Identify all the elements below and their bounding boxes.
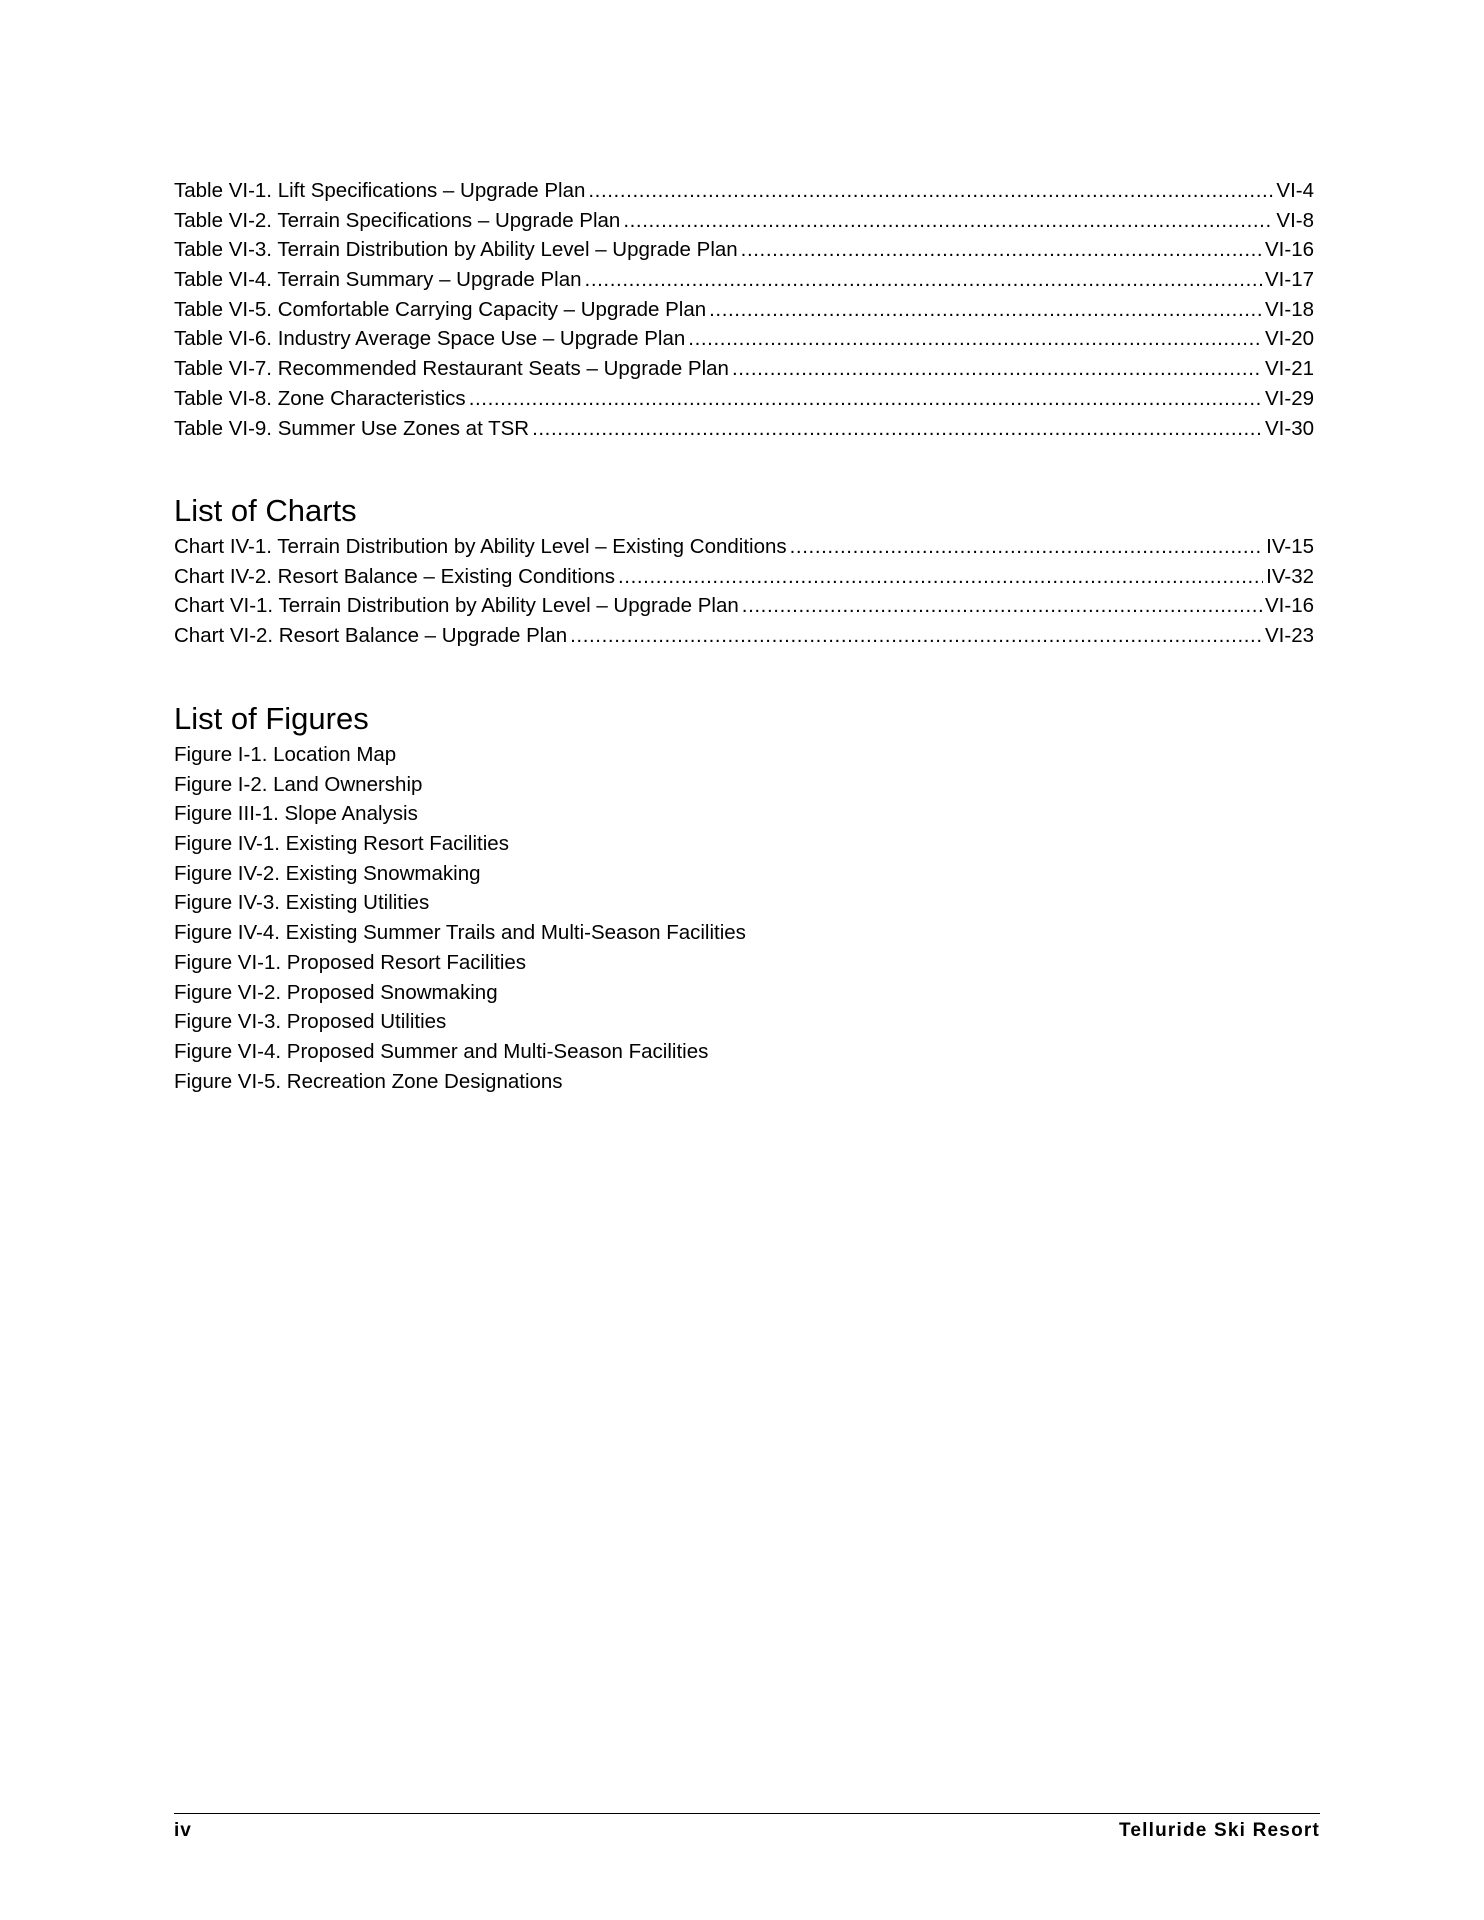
chart-entry-page: IV-15: [1266, 535, 1314, 558]
table-entry-page: VI-30: [1265, 416, 1314, 440]
table-entry-title: Table VI-6. Industry Average Space Use – Upgrade Plan: [174, 327, 686, 351]
figure-entry: Figure III-1. Slope Analysis: [174, 802, 418, 826]
table-entry-page: VI-17: [1265, 268, 1314, 292]
table-entry-page: VI-8: [1276, 208, 1314, 232]
dot-leader: [570, 621, 1262, 651]
figure-entry: Figure IV-1. Existing Resort Facilities: [174, 832, 509, 856]
dot-leader: [732, 354, 1262, 384]
chart-entry-title: Chart IV-1. Terrain Distribution by Ability Level – Existing Conditions: [174, 535, 787, 558]
table-entry-title: Table VI-1. Lift Specifications – Upgrade Plan: [174, 179, 586, 202]
figure-entry: Figure VI-5. Recreation Zone Designations: [174, 1069, 563, 1093]
table-entry-title: Table VI-2. Terrain Specifications – Upgrade Plan: [174, 208, 621, 232]
chart-entry: [174, 532, 1314, 562]
figure-entry: Figure VI-3. Proposed Utilities: [174, 1010, 447, 1034]
chart-entry: [174, 591, 1314, 621]
figure-entry: Figure I-1. Location Map: [174, 743, 397, 766]
table-entry-title: Table VI-8. Zone Characteristics: [174, 386, 466, 410]
dot-leader: [688, 324, 1262, 354]
table-entry: [174, 265, 1314, 295]
table-list: [174, 176, 1314, 443]
dot-leader: [618, 562, 1263, 592]
table-entry-page: VI-20: [1265, 327, 1314, 351]
table-entry-page: VI-4: [1276, 179, 1314, 202]
chart-entry-title: Chart IV-2. Resort Balance – Existing Conditions: [174, 564, 615, 588]
table-entry: [174, 206, 1314, 236]
figure-list: [174, 740, 1314, 1096]
table-entry-page: VI-21: [1265, 357, 1314, 381]
chart-entry-page: VI-23: [1265, 624, 1314, 648]
dot-leader: [741, 235, 1262, 265]
table-entry: [174, 235, 1314, 265]
chart-entry: [174, 621, 1314, 651]
table-entry-title: Table VI-9. Summer Use Zones at TSR: [174, 416, 530, 440]
chart-entry-title: Chart VI-1. Terrain Distribution by Ability Level – Upgrade Plan: [174, 594, 739, 618]
footer-divider: [174, 1813, 1320, 1814]
chart-entry-page: VI-16: [1265, 594, 1314, 618]
list-of-figures-heading: List of Figures: [174, 701, 369, 736]
dot-leader: [469, 384, 1262, 414]
dot-leader: [585, 265, 1262, 295]
dot-leader: [742, 591, 1262, 621]
dot-leader: [588, 176, 1273, 206]
table-entry-title: Table VI-3. Terrain Distribution by Ability Level – Upgrade Plan: [174, 238, 738, 262]
list-of-charts-heading: List of Charts: [174, 493, 357, 528]
table-entry-page: VI-16: [1265, 238, 1314, 262]
dot-leader: [709, 295, 1262, 325]
dot-leader: [623, 206, 1273, 236]
table-entry-title: Table VI-4. Terrain Summary – Upgrade Plan: [174, 268, 582, 292]
table-entry-page: VI-29: [1265, 386, 1314, 410]
figure-entry: Figure IV-4. Existing Summer Trails and Multi-Season Facilities: [174, 921, 746, 945]
document-page: [174, 0, 1320, 1920]
footer-page-number: iv: [174, 1820, 192, 1841]
table-entry: [174, 414, 1314, 444]
table-entry: [174, 354, 1314, 384]
table-entry: [174, 295, 1314, 325]
dot-leader: [532, 414, 1262, 444]
figure-entry: Figure VI-1. Proposed Resort Facilities: [174, 950, 527, 974]
figure-entry: Figure VI-4. Proposed Summer and Multi-Season Facilities: [174, 1039, 709, 1063]
figure-entry: Figure IV-3. Existing Utilities: [174, 891, 430, 915]
figure-entry: Figure VI-2. Proposed Snowmaking: [174, 980, 498, 1004]
dot-leader: [790, 532, 1263, 562]
table-entry-title: Table VI-5. Comfortable Carrying Capacity – Upgrade Plan: [174, 297, 707, 321]
chart-entry: [174, 562, 1314, 592]
chart-entry-page: IV-32: [1266, 564, 1314, 588]
table-entry: [174, 324, 1314, 354]
footer-document-title: Telluride Ski Resort: [1118, 1820, 1320, 1841]
table-entry: [174, 384, 1314, 414]
figure-entry: Figure I-2. Land Ownership: [174, 772, 423, 796]
table-entry-page: VI-18: [1265, 297, 1314, 321]
table-entry: [174, 176, 1314, 206]
figure-entry: Figure IV-2. Existing Snowmaking: [174, 861, 481, 885]
chart-list: [174, 532, 1314, 651]
chart-entry-title: Chart VI-2. Resort Balance – Upgrade Plan: [174, 624, 568, 648]
table-entry-title: Table VI-7. Recommended Restaurant Seats – Upgrade Plan: [174, 357, 729, 381]
